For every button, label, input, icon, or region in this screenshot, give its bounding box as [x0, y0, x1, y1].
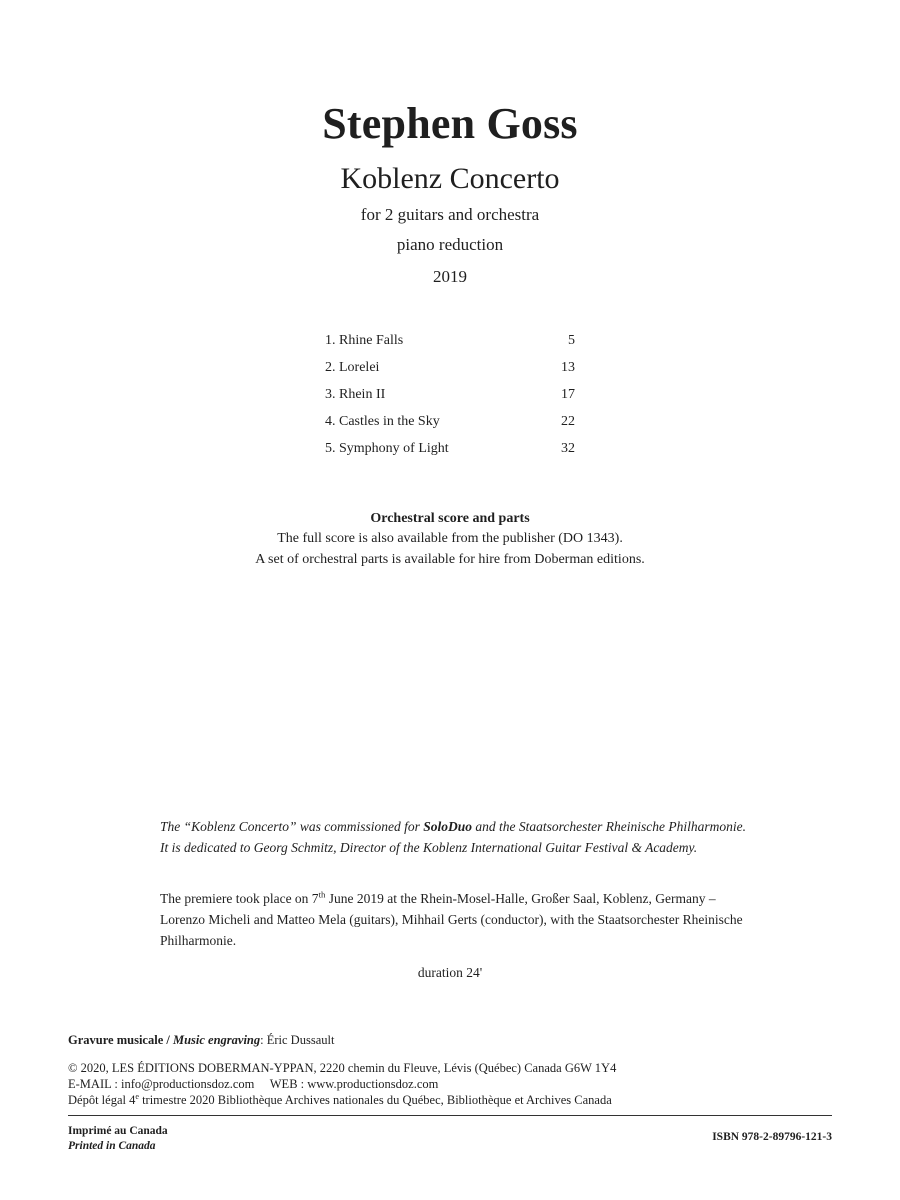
- instrumentation: for 2 guitars and orchestra: [360, 205, 540, 224]
- toc-row: [325, 408, 575, 435]
- toc-movement-title: 1. Rhine Falls: [325, 333, 404, 348]
- footer-divider: [68, 1115, 832, 1116]
- printed-in-fr: Imprimé au Canada: [68, 1125, 168, 1137]
- toc-page-number: 32: [561, 441, 575, 456]
- legal-deposit-end: trimestre 2020 Bibliothèque Archives nationales du Québec, Bibliothèque et Archives Canada: [138, 1093, 612, 1107]
- premiere-text-end: June 2019 at the Rhein-Mosel-Halle, Großer Saal, Koblenz, Germany – Lorenzo Micheli and Matteo Mela (guitars), Mihhail Gerts (conductor), with the Staatsorchester Rheinische Philharmonie.: [160, 891, 743, 948]
- toc-page-number: 5: [568, 333, 575, 348]
- toc-movement-title: 3. Rhein II: [325, 387, 386, 402]
- printed-in-en: Printed in Canada: [68, 1140, 156, 1152]
- work-title: Koblenz Concerto: [340, 162, 560, 195]
- toc-row: [325, 381, 575, 408]
- toc-movement-title: 4. Castles in the Sky: [325, 414, 440, 429]
- legal-deposit-line: [68, 1092, 848, 1108]
- ordinal-suffix: th: [318, 889, 326, 900]
- toc-page-number: 13: [561, 360, 575, 375]
- premiere-text-start: The premiere took place on 7: [160, 891, 319, 906]
- engraving-credit: [68, 1032, 848, 1048]
- legal-deposit-sup: e: [135, 1091, 139, 1101]
- table-of-contents: [325, 327, 575, 462]
- ensemble-name: SoloDuo: [423, 819, 473, 834]
- toc-movement-title: 5. Symphony of Light: [325, 441, 449, 456]
- toc-row: [325, 327, 575, 354]
- premiere-note: [160, 888, 750, 951]
- printed-in: [68, 1124, 168, 1154]
- toc-page-number: 22: [561, 414, 575, 429]
- engraver-name: : Éric Dussault: [260, 1033, 335, 1047]
- commission-text-start: The “Koblenz Concerto” was commissioned for: [160, 819, 424, 834]
- commission-note: [160, 816, 750, 858]
- duration: duration 24': [417, 965, 483, 980]
- copyright-line: © 2020, LES ÉDITIONS DOBERMAN-YPPAN, 2220 chemin du Fleuve, Lévis (Québec) Canada G6W 1Y4: [68, 1061, 617, 1075]
- legal-deposit-start: Dépôt légal 4: [68, 1093, 136, 1107]
- edition-type: piano reduction: [396, 235, 504, 254]
- toc-row: [325, 435, 575, 462]
- toc-movement-title: 2. Lorelei: [325, 360, 380, 375]
- engraving-label-en: Music engraving: [172, 1033, 261, 1047]
- isbn: ISBN 978-2-89796-121-3: [712, 1131, 832, 1143]
- orchestral-parts-note: A set of orchestral parts is available for hire from Doberman editions.: [255, 552, 645, 567]
- engraving-label-fr: Gravure musicale /: [68, 1033, 170, 1047]
- year: 2019: [433, 267, 467, 286]
- composer-name: Stephen Goss: [322, 99, 578, 148]
- contact-line: E-MAIL : info@productionsdoz.com WEB : www.productionsdoz.com: [68, 1077, 439, 1091]
- commission-text-end: and the Staatsorchester Rheinische Philharmonie. It is dedicated to Georg Schmitz, Director of the Koblenz International Guitar Festival & Academy.: [160, 819, 747, 855]
- toc-row: [325, 354, 575, 381]
- publisher-info: [68, 1060, 848, 1108]
- orchestral-heading: Orchestral score and parts: [370, 511, 530, 526]
- orchestral-score-note: The full score is also available from the publisher (DO 1343).: [277, 531, 623, 546]
- toc-page-number: 17: [561, 387, 575, 402]
